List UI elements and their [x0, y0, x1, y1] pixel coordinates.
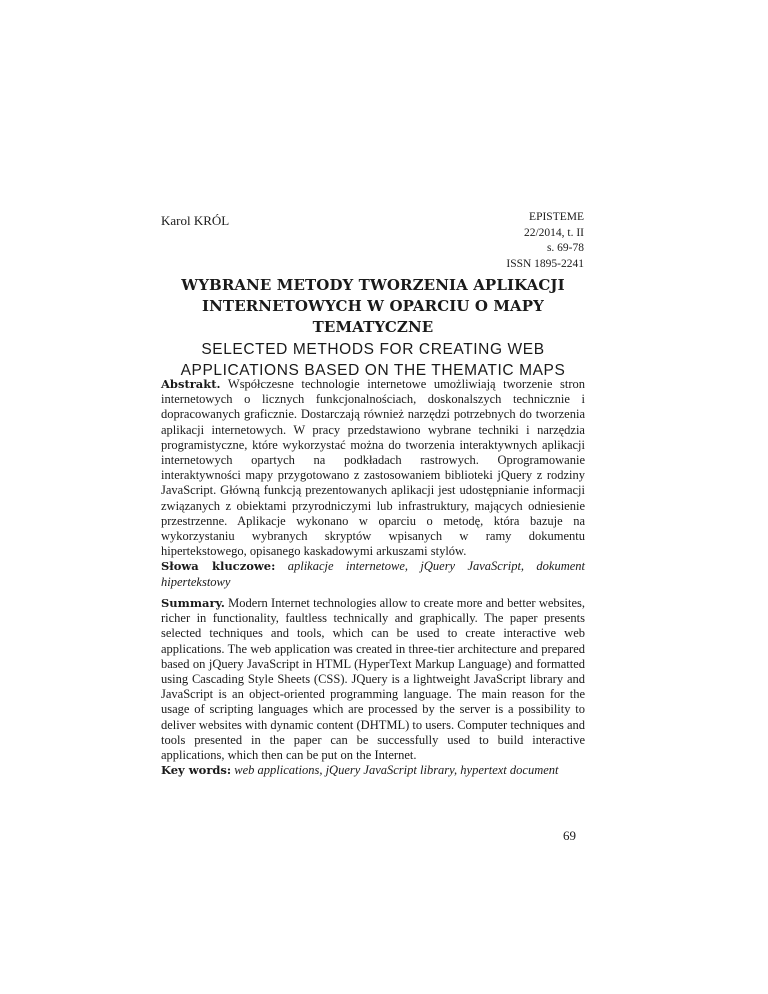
abstract-section	[161, 377, 585, 590]
title-english	[161, 339, 585, 381]
summary-keywords-label: Key words:	[161, 763, 232, 778]
summary-keywords	[161, 763, 585, 778]
summary-text: Modern Internet technologies allow to create more and better websites, richer in functionality, faultless technically and graphically. The paper presents selected techniques and tools, which can be used to create interactive web applications. The web application was created in three-tier architecture and prepared based on jQuery JavaScript in HTML (HyperText Markup Language) and formatted using Cascading Style Sheets (CSS). JQuery is a lightweight JavaScript library and JavaScript is an object-oriented programming language. The main reason for the usage of scripting languages which are processed by the server is a possibility to deliver websites with dynamic content (DHTML) to users. Computer techniques and tools presented in the paper can be successfully used to build interactive applications, which then can be put on the Internet.	[161, 596, 585, 763]
journal-name: EPISTEME	[529, 211, 584, 223]
summary-keywords-text: web applications, jQuery JavaScript library, hypertext document	[234, 763, 559, 778]
title-polish-line-1: WYBRANE METODY TWORZENIA APLIKACJI	[181, 276, 565, 294]
title-polish	[161, 275, 585, 338]
journal-volume: 22/2014, t. II	[523, 226, 584, 239]
title-english-line-1: SELECTED METHODS FOR CREATING WEB	[201, 341, 545, 358]
author-name: Karol KRÓL	[161, 213, 230, 228]
abstract-paragraph	[161, 377, 585, 559]
journal-metadata	[506, 210, 584, 272]
title-polish-line-2: INTERNETOWYCH W OPARCIU O MAPY TEMATYCZNE	[202, 297, 544, 336]
abstract-keywords	[161, 559, 585, 589]
journal-pages: s. 69-78	[546, 242, 584, 254]
abstract-keywords-text: aplikacje internetowe, jQuery JavaScript, dokument hipertekstowy	[161, 559, 585, 589]
summary-section	[161, 596, 585, 778]
abstract-text: Współczesne technologie internetowe umożliwiają tworzenie stron internetowych o licznych funkcjonalnościach, doskonalszych technicznie i dopracowanych graficznie. Dostarczają również narzędzi potrzebnych do tworzenia aplikacji internetowych. W pracy przedstawiono wybrane techniki i narzędzia programistyczne, które wykorzystać można do tworzenia interaktywnych aplikacji internetowych opartych na podkładach rastrowych. Oprogramowanie interaktywności mapy przygotowano z zastosowaniem biblioteki jQuery z rodziny JavaScript. Główną funkcją prezentowanych aplikacji jest udostępnianie informacji związanych z obiektami przyrodniczymi lub infrastruktury, mających odniesienie przestrzenne. Aplikacje wykonano w oparciu o metodę, która bazuje na wykorzystaniu wybranych skryptów wpisanych w ramy dokumentu hipertekstowego, opisanego kaskadowymi arkuszami stylów.	[161, 377, 586, 559]
journal-issn: ISSN 1895-2241	[506, 257, 584, 270]
title-english-line-2: APPLICATIONS BASED ON THE THEMATIC MAPS	[180, 362, 566, 379]
summary-paragraph	[161, 596, 585, 763]
summary-label: Summary.	[161, 596, 225, 610]
abstract-keywords-label: Słowa kluczowe:	[161, 559, 276, 574]
abstract-label: Abstrakt.	[161, 377, 221, 391]
page-number: 69	[563, 828, 576, 843]
title-block	[161, 275, 585, 381]
